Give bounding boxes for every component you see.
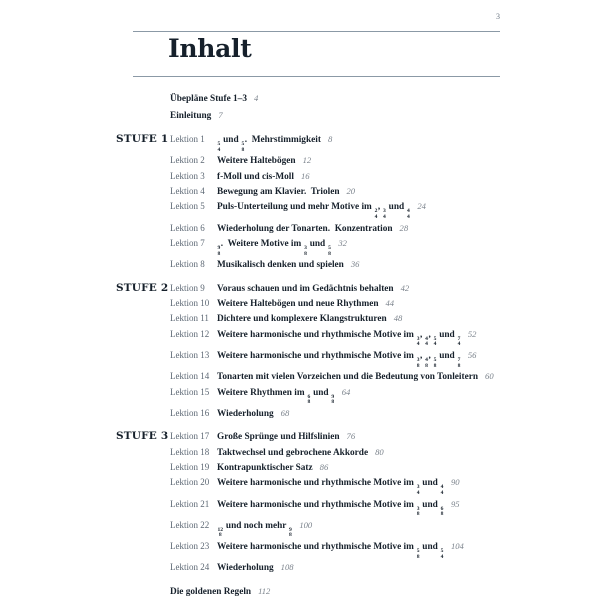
entry-page-number: 44 — [385, 298, 395, 308]
entry-title — [217, 236, 536, 257]
fraction-numerator: 4 — [425, 357, 428, 363]
title-rule-top — [133, 31, 500, 32]
entry-text: und — [436, 351, 458, 361]
lektion-label: Lektion 19 — [170, 462, 210, 472]
entry-title — [217, 497, 536, 518]
fraction-denominator: 8 — [307, 399, 311, 406]
fraction-denominator: 4 — [407, 214, 410, 220]
entry-text: und — [310, 387, 331, 398]
toc-row[interactable] — [116, 236, 536, 257]
entry-title — [217, 132, 536, 153]
lektion-label: Lektion 7 — [170, 238, 205, 248]
toc-row[interactable] — [116, 296, 536, 311]
entry-page-number: 4 — [253, 93, 259, 103]
lektion-label: Lektion 16 — [170, 407, 210, 418]
fraction-denominator: 8 — [416, 511, 420, 518]
entry-title — [217, 369, 536, 384]
entry-text: Wiederholung — [217, 408, 274, 419]
lektion-label: Lektion 4 — [170, 186, 205, 196]
toc-row[interactable] — [116, 281, 536, 296]
lektion-label: Lektion 18 — [170, 446, 210, 457]
lektion-label: Lektion 23 — [170, 540, 210, 551]
entry-title — [217, 406, 536, 421]
page-title: Inhalt — [168, 34, 252, 63]
toc-row[interactable] — [116, 406, 536, 421]
fraction-denominator: 4 — [457, 341, 461, 348]
entry-page-number: 86 — [319, 462, 329, 472]
fraction-numerator: 4 — [407, 208, 410, 215]
fraction-numerator: 7 — [457, 357, 461, 363]
fraction-numerator: 3 — [383, 208, 386, 215]
time-signature-fraction — [218, 528, 224, 539]
entry-page-number: 104 — [450, 540, 464, 551]
lektion-label: Lektion 2 — [170, 155, 205, 166]
page-number: 3 — [496, 12, 500, 21]
toc-row[interactable] — [116, 369, 536, 384]
fraction-denominator: 4 — [440, 490, 444, 496]
fraction-numerator: 3 — [416, 357, 420, 363]
fraction-numerator: 6 — [440, 505, 444, 512]
entry-text: Weitere harmonische und rhythmische Motive im — [217, 499, 417, 510]
fraction-numerator: 9 — [289, 526, 292, 533]
fraction-denominator: 8 — [217, 250, 221, 257]
entry-page-number: 42 — [400, 282, 410, 293]
fraction-numerator: 9 — [331, 393, 335, 400]
lektion-label: Lektion 5 — [170, 201, 205, 212]
entry-page-number: 8 — [327, 134, 333, 144]
lektion-label: Lektion 13 — [170, 350, 210, 360]
entry-page-number: 32 — [338, 238, 347, 248]
lektion-label: Lektion 9 — [170, 282, 205, 293]
entry-text: Dichtere und komplexere Klangstrukturen — [217, 314, 387, 325]
entry-text: Bewegung am Klavier. Triolen — [217, 187, 340, 197]
entry-page-number: 112 — [258, 585, 271, 596]
fraction-denominator: 8 — [328, 250, 331, 257]
entry-page-number: 68 — [280, 407, 290, 418]
toc-row[interactable] — [116, 385, 536, 406]
stufe-label: STUFE 1 — [116, 133, 169, 145]
entry-text: . Weitere Motive im — [220, 239, 304, 249]
entry-title — [217, 475, 536, 496]
fraction-numerator: 2 — [374, 208, 378, 215]
entry-page-number: 90 — [450, 477, 460, 488]
fraction-numerator: 7 — [457, 335, 461, 342]
entry-page-number: 80 — [375, 446, 384, 457]
fraction-numerator: 9 — [217, 245, 221, 251]
toc-row[interactable] — [116, 539, 536, 560]
toc-row[interactable] — [116, 132, 536, 153]
entry-page-number: 60 — [485, 371, 494, 382]
entry-text: Weitere Haltebögen — [217, 156, 296, 167]
entry-page-number: 100 — [299, 519, 313, 530]
entry-page-number: 56 — [467, 350, 477, 360]
lektion-label: Lektion 17 — [170, 431, 210, 442]
fraction-numerator: 5 — [433, 335, 437, 342]
lektion-label: Lektion 24 — [170, 562, 210, 573]
time-signature-fraction — [458, 337, 461, 348]
tail-label: Die goldenen Regeln — [170, 586, 252, 597]
fraction-numerator: 6 — [307, 393, 311, 400]
fraction-denominator: 8 — [289, 532, 292, 539]
table-of-contents — [116, 90, 536, 599]
fraction-denominator: 8 — [331, 399, 335, 406]
entry-text: Weitere Rhythmen im — [217, 387, 307, 398]
fraction-denominator: 4 — [425, 341, 428, 348]
entry-text: Wiederholung — [217, 563, 274, 574]
entry-title — [217, 296, 536, 311]
entry-page-number: 76 — [346, 431, 356, 442]
entry-title — [217, 221, 536, 236]
entry-text: und — [419, 499, 441, 510]
entry-title — [217, 385, 536, 406]
toc-row[interactable] — [116, 348, 536, 369]
entry-title — [217, 539, 536, 560]
fraction-denominator: 4 — [217, 146, 221, 153]
toc-row[interactable] — [116, 257, 536, 272]
entry-text: , — [419, 329, 425, 340]
toc-row[interactable] — [116, 429, 536, 444]
entry-text: , — [419, 351, 425, 361]
lektion-label: Lektion 22 — [170, 519, 210, 530]
entry-page-number: 52 — [467, 328, 477, 339]
entry-text: und — [307, 239, 328, 249]
fraction-numerator: 4 — [440, 484, 444, 491]
entry-title — [217, 348, 536, 369]
entry-title — [217, 184, 536, 199]
lektion-label: Lektion 1 — [170, 134, 205, 144]
entry-title — [217, 257, 536, 272]
entry-text: Weitere Haltebögen und neue Rhythmen — [217, 299, 379, 309]
lektion-label: Lektion 10 — [170, 298, 210, 308]
fraction-denominator: 8 — [440, 511, 444, 518]
fraction-denominator: 8 — [241, 146, 245, 153]
fraction-numerator: 3 — [416, 505, 420, 512]
entry-text: Große Sprünge und Hilfslinien — [217, 432, 340, 443]
toc-row[interactable] — [116, 560, 536, 575]
lektion-label: Lektion 21 — [170, 498, 210, 509]
entry-text: und — [436, 329, 458, 340]
entry-title — [217, 169, 536, 184]
entry-text: Weitere harmonische und rhythmische Motive im — [217, 541, 417, 552]
entry-page-number: 48 — [393, 313, 403, 324]
fraction-denominator: 8 — [433, 362, 437, 369]
fraction-denominator: 8 — [425, 362, 428, 369]
title-rule-bottom — [133, 76, 500, 77]
fraction-denominator: 8 — [416, 553, 420, 560]
fraction-numerator: 5 — [241, 141, 245, 147]
time-signature-fraction — [458, 358, 461, 369]
front-matter-entry[interactable] — [116, 107, 536, 124]
entry-title — [217, 199, 536, 220]
entry-page-number: 20 — [346, 186, 356, 196]
stufe-label: STUFE 3 — [116, 430, 169, 443]
toc-row[interactable] — [116, 445, 536, 460]
toc-row[interactable] — [116, 497, 536, 518]
entry-text: Weitere harmonische und rhythmische Motive im — [217, 329, 417, 340]
tail-entry[interactable] — [116, 584, 536, 599]
entry-text: Wiederholung der Tonarten. Konzentration — [217, 223, 393, 234]
entry-text: . Mehrstimmigkeit — [244, 135, 321, 145]
fraction-denominator: 4 — [433, 341, 437, 348]
toc-row[interactable] — [116, 460, 536, 475]
lektion-label: Lektion 14 — [170, 371, 210, 382]
entry-title — [217, 518, 536, 539]
entry-text: und — [220, 135, 241, 145]
entry-page-number: 108 — [280, 562, 294, 573]
entry-title — [217, 445, 536, 460]
fraction-numerator: 5 — [328, 245, 331, 251]
entry-text: Weitere harmonische und rhythmische Motive im — [217, 351, 417, 361]
toc-row[interactable] — [116, 221, 536, 236]
entry-text: , — [428, 329, 434, 340]
toc-row[interactable] — [116, 199, 536, 220]
fraction-numerator: 5 — [433, 357, 437, 363]
fraction-denominator: 8 — [304, 250, 307, 257]
front-matter-label: Übepläne Stufe 1–3 — [170, 94, 247, 104]
entry-title — [217, 311, 536, 326]
entry-title — [217, 281, 536, 296]
lektion-label: Lektion 8 — [170, 259, 205, 270]
stufe-label: STUFE 2 — [116, 281, 169, 294]
fraction-numerator: 5 — [416, 547, 420, 554]
fraction-denominator: 4 — [440, 553, 444, 560]
fraction-numerator: 5 — [217, 141, 221, 147]
lektion-label: Lektion 20 — [170, 477, 210, 488]
entry-title — [217, 429, 536, 444]
toc-row[interactable] — [116, 518, 536, 539]
entry-text: , — [428, 351, 434, 361]
fraction-denominator: 8 — [457, 362, 461, 369]
entry-text: , — [377, 202, 383, 213]
entry-text: Tonarten mit vielen Vorzeichen und die Bedeutung von Tonleitern — [217, 372, 479, 383]
toc-row[interactable] — [116, 327, 536, 348]
lektion-label: Lektion 11 — [170, 313, 209, 324]
entry-page-number: 12 — [302, 155, 312, 166]
entry-text: Musikalisch denken und spielen — [217, 260, 344, 271]
fraction-numerator: 3 — [416, 484, 420, 491]
entry-page-number: 95 — [450, 498, 460, 509]
entry-text: f-Moll und cis-Moll — [217, 171, 294, 182]
fraction-numerator: 12 — [217, 526, 224, 533]
entry-text: Voraus schauen und im Gedächtnis behalten — [217, 283, 394, 294]
entry-text: und noch mehr — [223, 520, 289, 531]
entry-text: und — [419, 541, 441, 552]
fraction-numerator: 4 — [425, 335, 428, 342]
time-signature-fraction — [331, 395, 334, 406]
fraction-denominator: 4 — [416, 490, 420, 496]
entry-page-number: 64 — [341, 386, 351, 397]
toc-row[interactable] — [116, 184, 536, 199]
fraction-numerator: 3 — [416, 335, 420, 342]
entry-title — [217, 153, 536, 168]
toc-row[interactable] — [116, 153, 536, 168]
entry-title — [217, 460, 536, 475]
lektion-label: Lektion 12 — [170, 328, 210, 339]
entry-text: Weitere harmonische und rhythmische Motive im — [217, 478, 417, 489]
lektion-label: Lektion 6 — [170, 222, 205, 233]
toc-row[interactable] — [116, 475, 536, 496]
entry-title — [217, 327, 536, 348]
entry-text: und — [386, 202, 407, 213]
front-matter-label: Einleitung — [170, 111, 212, 121]
fraction-denominator: 4 — [383, 214, 386, 220]
entry-text: Puls-Unterteilung und mehr Motive im — [217, 202, 375, 213]
fraction-denominator: 4 — [416, 341, 420, 348]
fraction-denominator: 4 — [374, 214, 378, 220]
entry-page-number: 36 — [350, 259, 360, 270]
entry-text: Kontrapunktischer Satz — [217, 463, 313, 473]
fraction-numerator: 5 — [440, 547, 444, 554]
fraction-denominator: 8 — [218, 532, 222, 539]
lektion-label: Lektion 15 — [170, 386, 210, 397]
time-signature-fraction — [407, 209, 410, 220]
entry-page-number: 7 — [218, 110, 223, 120]
entry-page-number: 16 — [300, 170, 310, 181]
time-signature-fraction — [441, 485, 444, 496]
toc-row[interactable] — [116, 169, 536, 184]
entry-page-number: 24 — [417, 201, 426, 212]
entry-title — [217, 560, 536, 575]
front-matter-entry[interactable] — [116, 90, 536, 107]
entry-text: und — [419, 478, 441, 489]
lektion-label: Lektion 3 — [170, 170, 205, 181]
toc-row[interactable] — [116, 311, 536, 326]
entry-text: Taktwechsel und gebrochene Akkorde — [217, 447, 369, 458]
fraction-denominator: 8 — [416, 362, 420, 369]
entry-page-number: 28 — [399, 222, 409, 233]
fraction-numerator: 3 — [304, 245, 307, 251]
